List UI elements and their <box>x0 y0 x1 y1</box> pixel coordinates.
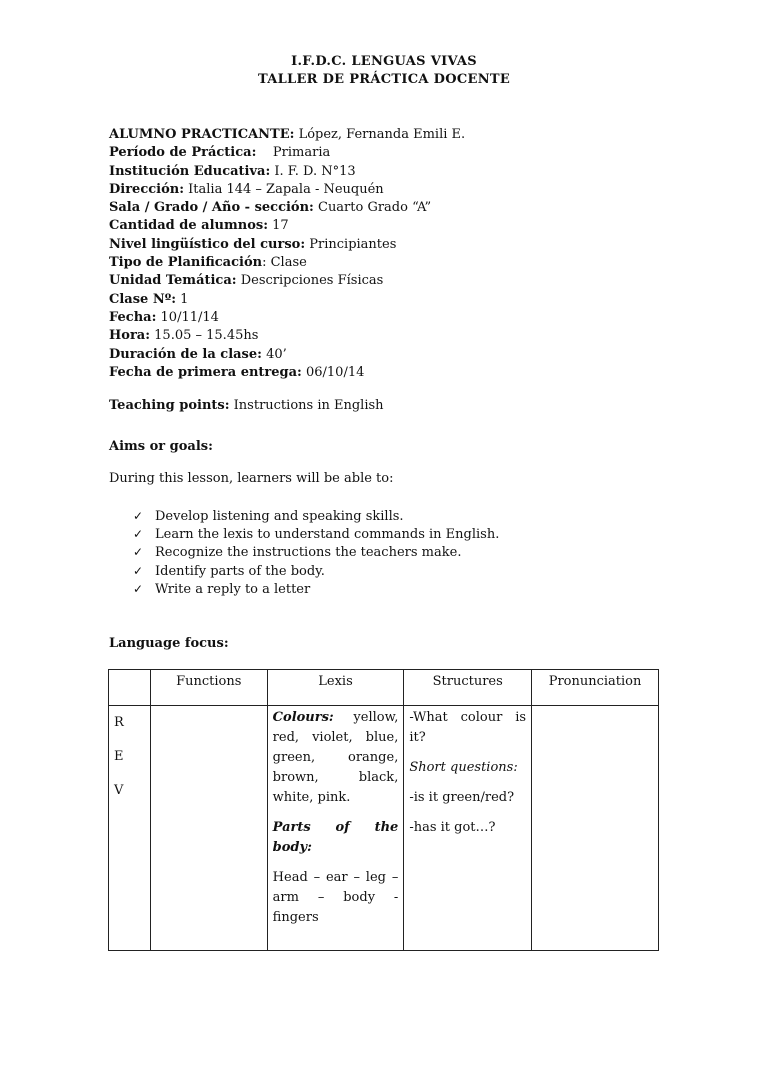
table-header-row <box>109 670 659 706</box>
info-value: Italia 144 – Zapala - Neuquén <box>184 181 384 197</box>
info-label: Nivel lingüístico del curso: <box>109 236 306 252</box>
info-label: Cantidad de alumnos: <box>109 218 268 234</box>
aim-text: Write a reply to a letter <box>155 581 311 597</box>
info-value: 06/10/14 <box>301 364 365 380</box>
teaching-points-value: Instructions in English <box>229 398 384 413</box>
info-label: Período de Práctica: <box>109 145 257 161</box>
aims-heading: Aims or goals: <box>109 439 213 454</box>
info-value: López, Fernanda Emili E. <box>294 127 466 142</box>
info-value: Principiantes <box>305 236 397 252</box>
info-label: Tipo de Planificación <box>109 255 263 271</box>
lexis-cell <box>267 706 404 951</box>
aim-item <box>133 525 499 543</box>
info-cantidad <box>109 217 465 235</box>
checkmark-icon: ✓ <box>133 509 144 523</box>
teaching-points-label: Teaching points: <box>109 398 230 413</box>
info-seccion <box>109 199 465 217</box>
info-institucion <box>109 163 465 181</box>
info-value: 15.05 – 15.45hs <box>150 328 259 344</box>
checkmark-icon: ✓ <box>133 527 144 542</box>
colours-label: Colours: <box>272 710 334 725</box>
info-duracion <box>109 346 465 364</box>
info-value: : Clase <box>262 255 307 271</box>
colours-list: yellow, red, violet, blue, green, orange, brown, black, white, pink. <box>272 710 399 805</box>
info-label: Dirección: <box>109 181 185 197</box>
aim-text: Recognize the instructions the teachers make. <box>155 545 462 561</box>
info-periodo <box>109 144 465 162</box>
info-fecha <box>109 309 465 327</box>
header-cell-empty <box>109 670 151 706</box>
info-value: 17 <box>268 218 289 234</box>
info-direccion <box>109 181 465 199</box>
aim-item <box>133 507 499 525</box>
checkmark-icon: ✓ <box>133 581 144 596</box>
info-value: 10/11/14 <box>156 309 219 325</box>
info-label: Hora: <box>109 328 151 344</box>
language-focus-table <box>108 669 659 951</box>
info-clase <box>109 291 465 309</box>
student-info <box>109 126 465 382</box>
aim-text: Develop listening and speaking skills. <box>155 509 404 524</box>
lexis-body: Head – ear – leg – arm – body - fingers <box>272 870 399 925</box>
structure-item: -has it got…? <box>409 820 496 835</box>
info-value: 40’ <box>261 346 287 362</box>
aim-item <box>133 543 499 561</box>
row-label-letter: R <box>114 715 124 730</box>
teaching-points <box>109 397 384 415</box>
pronunciation-cell <box>532 706 659 951</box>
table-row <box>109 706 659 951</box>
row-label-letter: V <box>114 783 124 798</box>
info-label: ALUMNO PRACTICANTE: <box>109 127 295 142</box>
lexis-colours <box>273 708 399 808</box>
institution-title: I.F.D.C. LENGUAS VIVAS <box>291 54 477 69</box>
aim-item <box>133 580 499 598</box>
row-label-cell <box>109 706 151 951</box>
structure-item: Short questions: <box>409 760 518 775</box>
info-nivel <box>109 236 465 254</box>
info-label: Unidad Temática: <box>109 273 237 289</box>
aim-text: Identify parts of the body. <box>155 563 325 579</box>
checkmark-icon: ✓ <box>133 545 144 560</box>
info-hora <box>109 327 465 345</box>
info-label: Clase Nº: <box>109 291 177 307</box>
structures-cell <box>404 706 532 951</box>
info-entrega <box>109 364 465 382</box>
header-structures: Structures <box>404 670 532 706</box>
info-tipo <box>109 254 465 272</box>
aim-text: Learn the lexis to understand commands in English. <box>155 527 500 543</box>
checkmark-icon: ✓ <box>133 563 144 578</box>
row-label-letter: E <box>114 749 124 764</box>
info-value: Primaria <box>256 145 331 161</box>
info-alumno <box>109 126 465 144</box>
info-unidad <box>109 272 465 290</box>
info-label: Sala / Grado / Año - sección: <box>109 200 314 216</box>
header-functions: Functions <box>150 670 267 706</box>
aims-list <box>133 507 499 598</box>
workshop-title: TALLER DE PRÁCTICA DOCENTE <box>257 72 511 87</box>
info-label: Duración de la clase: <box>109 346 262 362</box>
info-value: Descripciones Físicas <box>236 273 384 289</box>
language-focus-heading: Language focus: <box>109 636 229 651</box>
structure-item: -is it green/red? <box>409 790 515 805</box>
info-value: I. F. D. N°13 <box>270 163 356 179</box>
info-value: 1 <box>176 291 189 307</box>
aim-item <box>133 562 499 580</box>
functions-cell <box>150 706 267 951</box>
body-label: Parts of the body: <box>272 820 399 855</box>
info-value: Cuarto Grado “A” <box>313 200 432 216</box>
lexis-body-label <box>273 818 399 858</box>
aims-intro: During this lesson, learners will be able to: <box>109 471 394 486</box>
structure-item: -What colour is it? <box>409 710 527 745</box>
header-lexis: Lexis <box>267 670 404 706</box>
info-label: Fecha de primera entrega: <box>109 364 302 380</box>
info-label: Fecha: <box>109 309 157 325</box>
info-label: Institución Educativa: <box>109 163 271 179</box>
header-pronunciation: Pronunciation <box>532 670 659 706</box>
